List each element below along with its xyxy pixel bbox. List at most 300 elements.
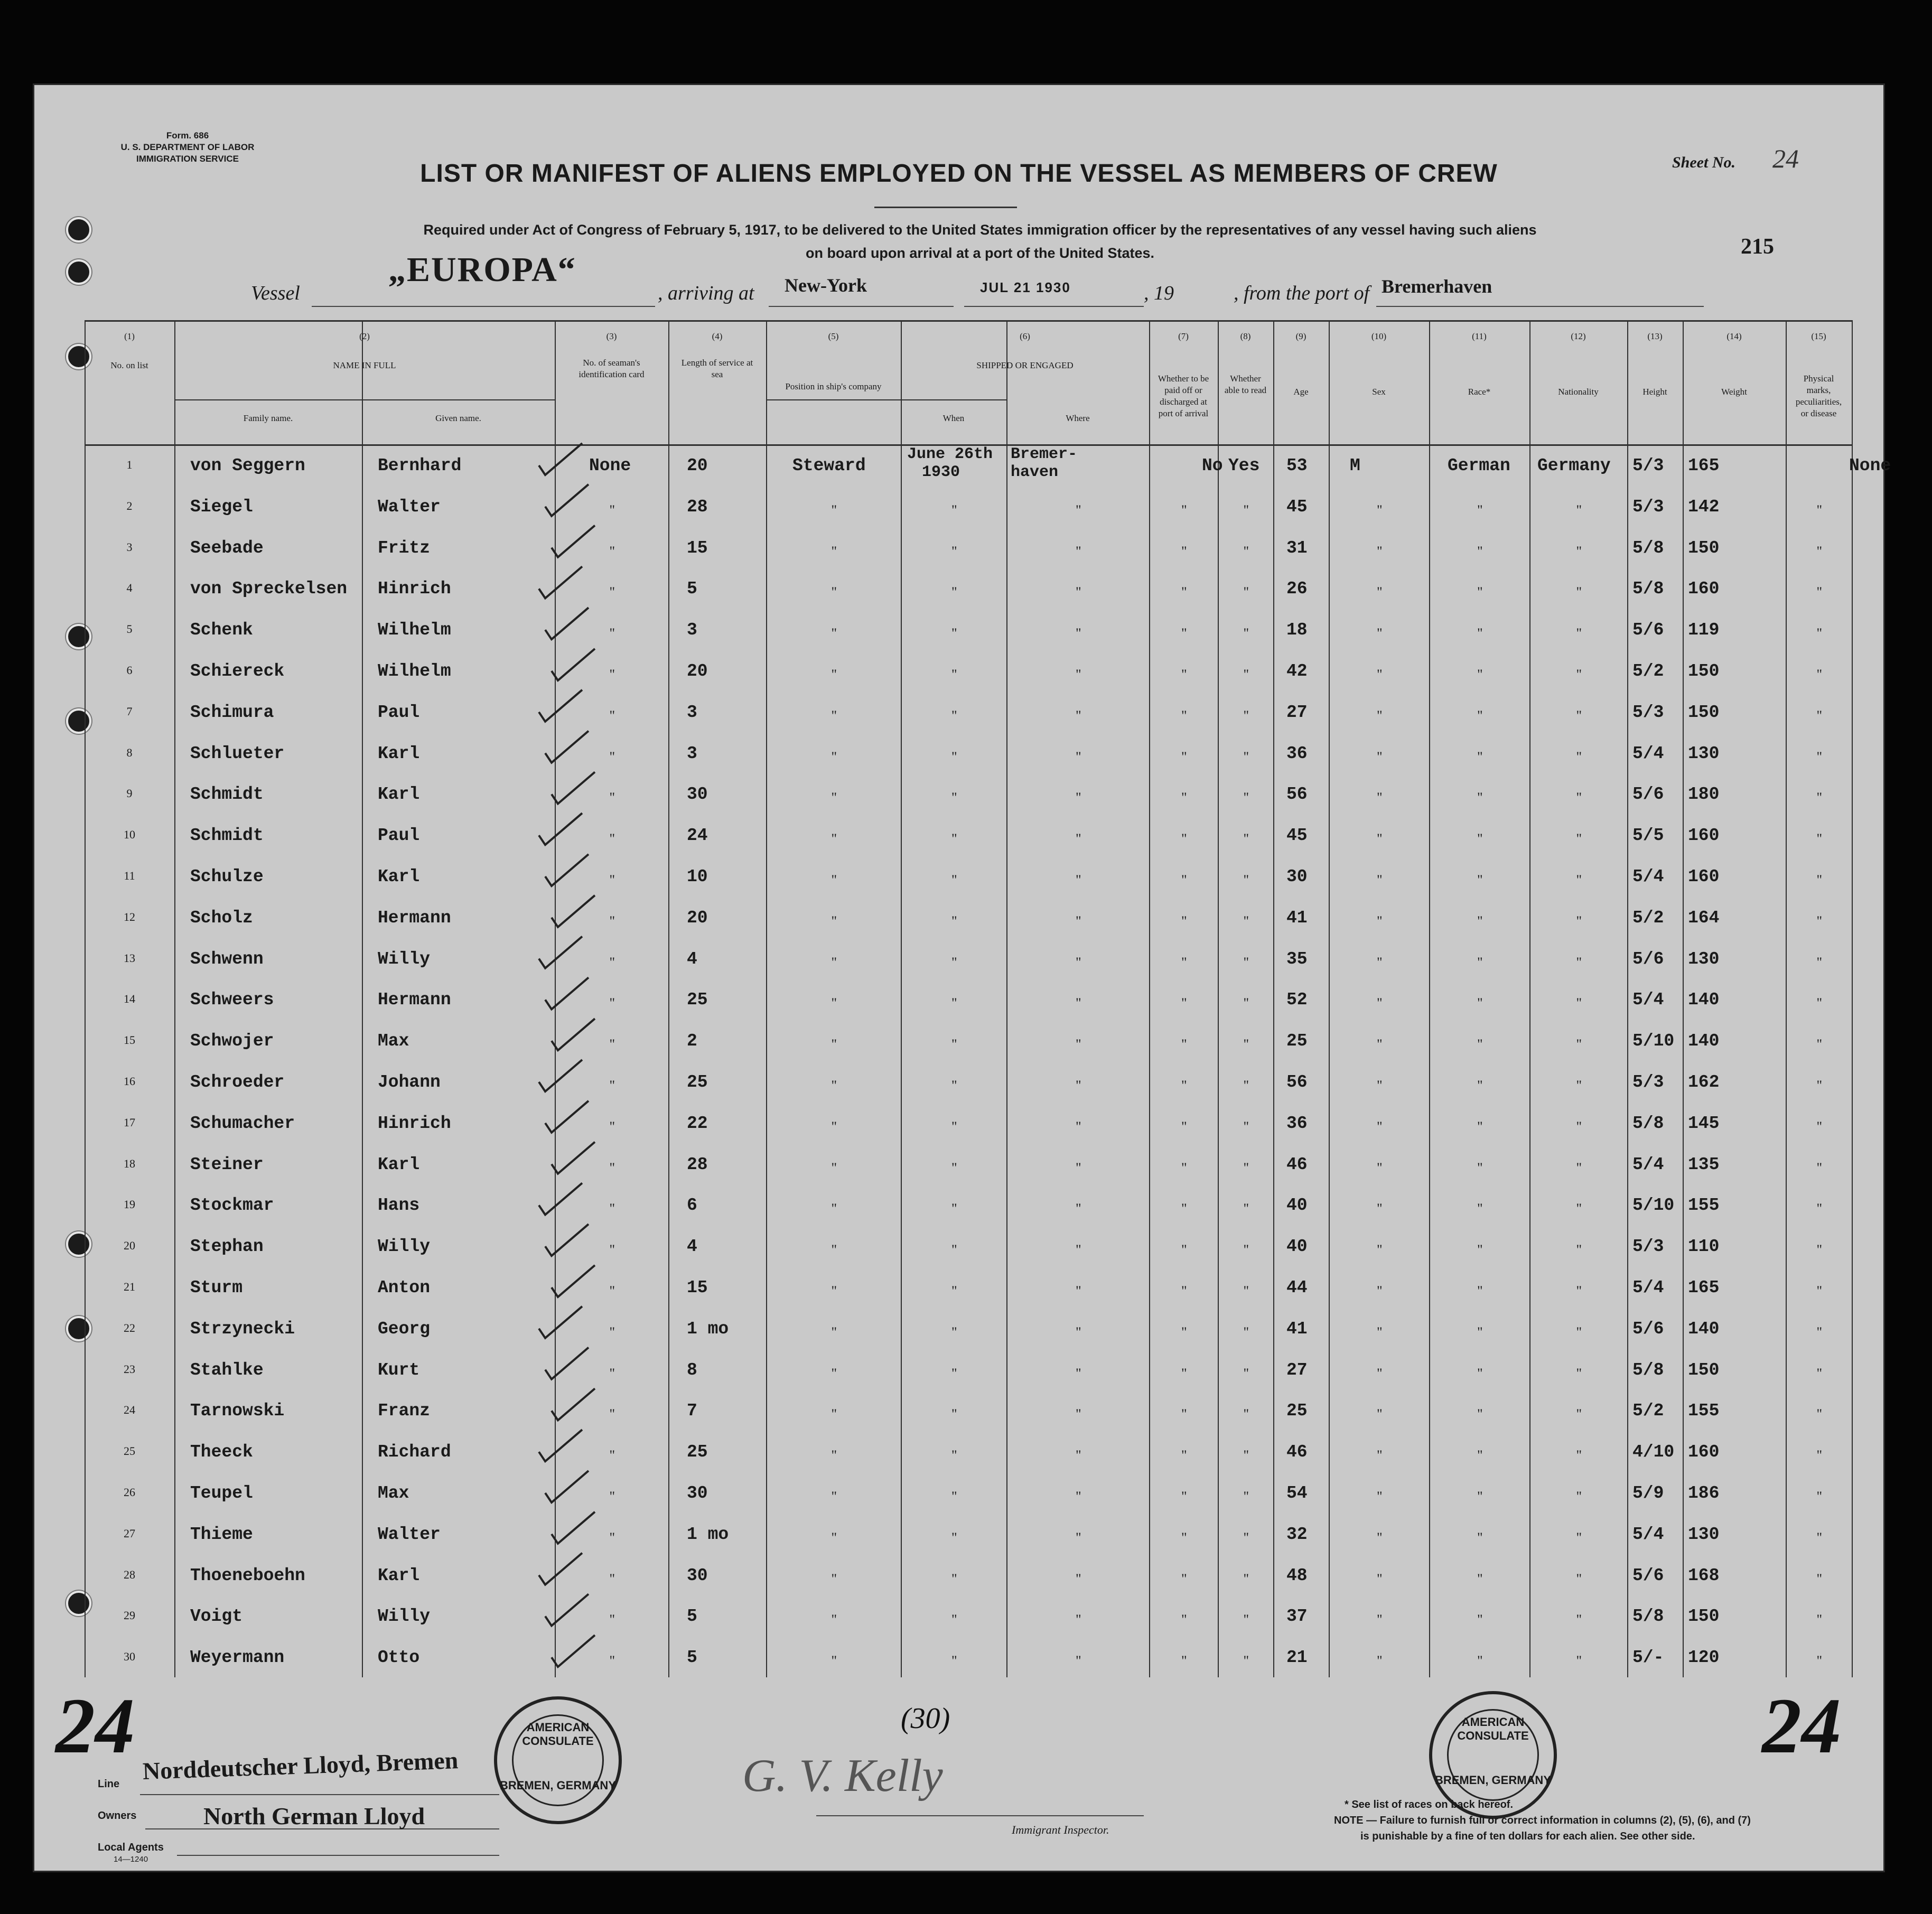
ditto-mark: " [1477, 1324, 1483, 1340]
ditto-mark: " [1243, 749, 1249, 764]
weight: 155 [1688, 1401, 1720, 1421]
ditto-mark: " [1816, 1406, 1823, 1422]
age: 48 [1286, 1565, 1308, 1585]
column-number: (11) [1472, 331, 1487, 341]
column-number: (5) [828, 331, 839, 341]
given-name: Wilhelm [378, 620, 451, 640]
ditto-mark: " [1243, 790, 1249, 806]
length-of-service: 24 [687, 826, 708, 846]
age: 25 [1286, 1401, 1308, 1421]
family-name: Stockmar [190, 1196, 274, 1216]
ditto-mark: " [1576, 1283, 1582, 1299]
length-of-service: 5 [687, 1648, 697, 1668]
ditto-mark: " [951, 1489, 957, 1504]
ditto-mark: " [1576, 913, 1582, 929]
ditto-mark: " [1181, 790, 1187, 806]
handwritten-count-left: 24 [55, 1682, 135, 1770]
row-number: 24 [124, 1403, 135, 1417]
length-of-service: 4 [687, 1237, 697, 1257]
ditto-mark: " [951, 707, 957, 723]
height: 5/3 [1632, 702, 1664, 722]
ditto-mark: " [951, 1365, 957, 1381]
row-number: 28 [124, 1567, 135, 1581]
header-sex: Sex [1372, 387, 1386, 397]
row-number: 5 [126, 622, 133, 636]
height: 5/10 [1632, 1196, 1675, 1216]
ditto-mark: " [1181, 913, 1187, 929]
age: 52 [1286, 990, 1308, 1010]
length-of-service: 1 mo [687, 1319, 729, 1339]
check-mark [539, 813, 582, 845]
ditto-mark: " [951, 790, 957, 806]
given-name: Paul [378, 826, 420, 846]
agents-underline [177, 1855, 499, 1856]
ditto-mark: " [1243, 1078, 1249, 1093]
ditto-mark: " [1477, 502, 1483, 518]
weight: 150 [1688, 661, 1720, 681]
ditto-mark: " [831, 1160, 837, 1175]
department-name: U. S. DEPARTMENT OF LABOR [120, 142, 255, 152]
height: 4/10 [1632, 1442, 1675, 1462]
ditto-mark: " [1076, 954, 1081, 970]
ditto-mark: " [951, 1653, 957, 1669]
check-mark [552, 1265, 595, 1297]
check-mark [545, 1471, 589, 1502]
ditto-mark: " [609, 1612, 615, 1628]
ditto-mark: " [1377, 954, 1383, 970]
ditto-mark: " [1576, 831, 1582, 847]
weight: 130 [1688, 743, 1720, 763]
given-name: Hans [378, 1196, 420, 1216]
check-mark [552, 649, 595, 680]
ditto-mark: " [1576, 1324, 1582, 1340]
arrival-port: New-York [785, 275, 867, 296]
ditto-mark: " [1576, 1653, 1582, 1669]
ditto-mark: " [1816, 1653, 1823, 1669]
check-marks [34, 85, 1883, 1871]
age: 45 [1286, 497, 1308, 517]
check-mark [539, 1553, 582, 1585]
check-mark [552, 772, 595, 804]
length-of-service: 10 [687, 867, 708, 886]
age: 37 [1286, 1607, 1308, 1627]
ditto-mark: " [1816, 1037, 1823, 1052]
ditto-mark: " [1477, 872, 1483, 888]
ditto-mark: " [1181, 1324, 1187, 1340]
check-mark [552, 1388, 595, 1420]
ditto-mark: " [1243, 625, 1249, 641]
height: 5/5 [1632, 826, 1664, 846]
check-mark [552, 1142, 595, 1174]
ditto-mark: " [609, 584, 615, 600]
ditto-mark: " [1181, 954, 1187, 970]
header-age: Age [1293, 387, 1309, 397]
ditto-mark: " [1576, 1612, 1582, 1628]
given-name: Karl [378, 785, 420, 805]
height: 5/4 [1632, 1154, 1664, 1174]
ditto-mark: " [1576, 1037, 1582, 1052]
weight: 140 [1688, 1031, 1720, 1051]
ditto-mark: " [1816, 1118, 1823, 1134]
header-family-name: Family name. [243, 413, 293, 423]
ditto-mark: " [1243, 667, 1249, 682]
ditto-mark: " [1181, 995, 1187, 1011]
given-name: Max [378, 1031, 409, 1051]
column-number: (4) [712, 331, 723, 341]
ditto-mark: " [1816, 502, 1823, 518]
ditto-mark: " [1076, 995, 1081, 1011]
age: 53 [1286, 456, 1308, 475]
line-label: Line [98, 1778, 120, 1790]
check-mark [545, 731, 589, 763]
height: 5/6 [1632, 1319, 1664, 1339]
ditto-mark: " [1377, 749, 1383, 764]
height: 5/8 [1632, 1360, 1664, 1380]
ditto-mark: " [1576, 1118, 1582, 1134]
height: 5/3 [1632, 497, 1664, 517]
family-name: Theeck [190, 1442, 253, 1462]
ditto-mark: " [1243, 831, 1249, 847]
row-number: 8 [126, 745, 133, 759]
weight: 150 [1688, 702, 1720, 722]
ditto-mark: " [1477, 625, 1483, 641]
age: 40 [1286, 1196, 1308, 1216]
check-mark [539, 566, 582, 598]
header-shipped: SHIPPED OR ENGAGED [976, 360, 1074, 370]
length-of-service: 30 [687, 785, 708, 805]
ditto-mark: " [1576, 872, 1582, 888]
document-title: LIST OR MANIFEST OF ALIENS EMPLOYED ON THE VESSEL AS MEMBERS OF CREW [420, 160, 1498, 188]
length-of-service: 25 [687, 1442, 708, 1462]
ditto-mark: " [1076, 1037, 1081, 1052]
check-mark [552, 1512, 595, 1544]
ditto-mark: " [1816, 667, 1823, 682]
check-mark [545, 977, 589, 1009]
ditto-mark: " [1181, 1448, 1187, 1463]
physical-value: None [1849, 456, 1891, 475]
ditto-mark: " [1243, 954, 1249, 970]
ditto-mark: " [609, 1118, 615, 1134]
ditto-mark: " [609, 913, 615, 929]
ditto-mark: " [1377, 1242, 1383, 1258]
ditto-mark: " [1243, 1242, 1249, 1258]
ditto-mark: " [609, 1489, 615, 1504]
family-name: Schlueter [190, 743, 285, 763]
ditto-mark: " [609, 1242, 615, 1258]
vessel-label: Vessel [251, 282, 300, 304]
ditto-mark: " [1076, 625, 1081, 641]
ditto-mark: " [609, 1201, 615, 1217]
seal-text-top: AMERICAN CONSULATE [1457, 1715, 1529, 1742]
height: 5/8 [1632, 538, 1664, 558]
ditto-mark: " [1576, 1242, 1582, 1258]
ditto-mark: " [1181, 1365, 1187, 1381]
ditto-mark: " [1576, 1529, 1582, 1545]
ditto-mark: " [1816, 872, 1823, 888]
weight: 142 [1688, 497, 1720, 517]
height: 5/4 [1632, 867, 1664, 886]
ditto-mark: " [1816, 1242, 1823, 1258]
ditto-mark: " [1377, 1612, 1383, 1628]
ditto-mark: " [1816, 543, 1823, 559]
ditto-mark: " [1816, 707, 1823, 723]
weight: 119 [1688, 620, 1720, 640]
ditto-mark: " [1377, 1118, 1383, 1134]
row-number: 11 [124, 869, 135, 882]
length-of-service: 25 [687, 990, 708, 1010]
ditto-mark: " [1076, 1201, 1081, 1217]
ditto-mark: " [1477, 1242, 1483, 1258]
ditto-mark: " [609, 1653, 615, 1669]
ditto-mark: " [609, 995, 615, 1011]
height: 5/8 [1632, 1113, 1664, 1133]
column-number: (1) [124, 331, 135, 341]
family-name: von Seggern [190, 456, 305, 475]
ditto-mark: " [1477, 707, 1483, 723]
ditto-mark: " [1076, 790, 1081, 806]
age: 31 [1286, 538, 1308, 558]
ditto-mark: " [831, 1037, 837, 1052]
ditto-mark: " [1816, 1160, 1823, 1175]
ditto-mark: " [1576, 584, 1582, 600]
ditto-mark: " [1377, 1529, 1383, 1545]
ditto-mark: " [609, 667, 615, 682]
consulate-seal-left [494, 1696, 622, 1824]
age: 32 [1286, 1524, 1308, 1544]
ditto-mark: " [951, 543, 957, 559]
ditto-mark: " [951, 1406, 957, 1422]
given-name: Walter [378, 1524, 441, 1544]
ditto-mark: " [1477, 831, 1483, 847]
given-name: Karl [378, 1565, 420, 1585]
ditto-mark: " [1181, 831, 1187, 847]
header-physical: Physical marks, peculiarities, or disease [1795, 374, 1842, 418]
given-name: Johann [378, 1072, 441, 1092]
ditto-mark: " [1243, 1118, 1249, 1134]
column-number: (3) [606, 331, 617, 341]
given-name: Anton [378, 1278, 431, 1297]
from-port: Bremerhaven [1382, 276, 1492, 297]
family-name: Teupel [190, 1483, 253, 1503]
ditto-mark: " [831, 749, 837, 764]
header-race: Race* [1468, 387, 1491, 397]
height: 5/3 [1632, 456, 1664, 475]
ditto-mark: " [1181, 1653, 1187, 1669]
ditto-mark: " [1243, 1283, 1249, 1299]
family-name: Schweers [190, 990, 274, 1010]
ditto-mark: " [1076, 707, 1081, 723]
age: 40 [1286, 1237, 1308, 1257]
row-number: 3 [126, 540, 133, 554]
length-of-service: 2 [687, 1031, 697, 1051]
when-value: 1930 [922, 463, 960, 481]
height: 5/6 [1632, 620, 1664, 640]
weight: 164 [1688, 908, 1720, 928]
ditto-mark: " [951, 1283, 957, 1299]
age: 27 [1286, 1360, 1308, 1380]
ditto-mark: " [1181, 1037, 1187, 1052]
ditto-mark: " [1377, 995, 1383, 1011]
where-value: Bremer- [1011, 445, 1078, 463]
age: 56 [1286, 785, 1308, 805]
ditto-mark: " [1181, 1612, 1187, 1628]
ditto-mark: " [1377, 1448, 1383, 1463]
header-when: When [942, 413, 965, 423]
ditto-mark: " [1076, 1078, 1081, 1093]
column-number: (2) [359, 331, 370, 341]
ditto-mark: " [1816, 1448, 1823, 1463]
ditto-mark: " [1243, 707, 1249, 723]
ditto-mark: " [1816, 1571, 1823, 1586]
age: 21 [1286, 1648, 1308, 1668]
ditto-mark: " [951, 1571, 957, 1586]
ditto-mark: " [951, 667, 957, 682]
ditto-mark: " [1243, 1201, 1249, 1217]
row-number: 22 [124, 1321, 135, 1334]
ditto-mark: " [1181, 1529, 1187, 1545]
row-number: 16 [124, 1075, 135, 1088]
row-number: 14 [124, 992, 135, 1006]
header-where: Where [1066, 413, 1090, 423]
ditto-mark: " [951, 1529, 957, 1545]
length-of-service: 5 [687, 579, 697, 599]
ditto-mark: " [951, 584, 957, 600]
check-mark [539, 937, 582, 968]
ditto-mark: " [1576, 790, 1582, 806]
ditto-mark: " [1477, 1529, 1483, 1545]
ditto-mark: " [1076, 1242, 1081, 1258]
ditto-mark: " [1243, 1529, 1249, 1545]
ditto-mark: " [1377, 667, 1383, 682]
position-value: Steward [792, 456, 866, 475]
ditto-mark: " [831, 502, 837, 518]
column-number: (10) [1371, 331, 1387, 341]
given-name: Wilhelm [378, 661, 451, 681]
ditto-mark: " [1377, 1201, 1383, 1217]
check-mark [545, 1594, 589, 1626]
ditto-mark: " [1576, 1201, 1582, 1217]
length-of-service: 7 [687, 1401, 697, 1421]
sheet-number-value: 24 [1772, 144, 1799, 173]
ditto-mark: " [609, 625, 615, 641]
ditto-mark: " [1477, 954, 1483, 970]
given-name: Paul [378, 702, 420, 722]
check-mark [552, 526, 595, 557]
ditto-mark: " [951, 995, 957, 1011]
check-mark [539, 1306, 582, 1338]
header-able-read: Whether able to read [1224, 374, 1267, 395]
ditto-mark: " [1816, 584, 1823, 600]
weight: 165 [1688, 1278, 1720, 1297]
given-name: Hinrich [378, 579, 451, 599]
ditto-mark: " [1576, 707, 1582, 723]
ditto-mark: " [1181, 584, 1187, 600]
ditto-mark: " [1181, 1571, 1187, 1586]
ditto-mark: " [951, 913, 957, 929]
row-number: 27 [124, 1526, 135, 1540]
ditto-mark: " [831, 625, 837, 641]
ditto-mark: " [609, 1283, 615, 1299]
row-number: 29 [124, 1609, 135, 1622]
ditto-mark: " [1181, 625, 1187, 641]
subtitle-line-1: Required under Act of Congress of February 5, 1917, to be delivered to the United States immigration officer by the representatives of any vessel having such aliens [423, 222, 1537, 238]
ditto-mark: " [1377, 1324, 1383, 1340]
family-name: Seebade [190, 538, 264, 558]
weight: 160 [1688, 1442, 1720, 1462]
weight: 160 [1688, 867, 1720, 886]
height: 5/8 [1632, 579, 1664, 599]
ditto-mark: " [1243, 502, 1249, 518]
header-nationality: Nationality [1558, 387, 1599, 397]
family-name: Voigt [190, 1607, 243, 1627]
ditto-mark: " [1477, 1653, 1483, 1669]
ditto-mark: " [1076, 1365, 1081, 1381]
ditto-mark: " [831, 913, 837, 929]
ditto-mark: " [1076, 749, 1081, 764]
sex-value: M [1350, 456, 1360, 475]
ditto-mark: " [1377, 1283, 1383, 1299]
ditto-mark: " [1477, 995, 1483, 1011]
ditto-mark: " [609, 954, 615, 970]
ditto-mark: " [1576, 502, 1582, 518]
ditto-mark: " [951, 1612, 957, 1628]
ditto-mark: " [1377, 502, 1383, 518]
ditto-mark: " [1477, 1612, 1483, 1628]
ditto-mark: " [1076, 872, 1081, 888]
check-mark [539, 1430, 582, 1461]
ditto-mark: " [831, 1529, 837, 1545]
ditto-mark: " [1243, 1571, 1249, 1586]
ditto-mark: " [951, 1118, 957, 1134]
given-name: Otto [378, 1648, 420, 1668]
ditto-mark: " [1477, 1160, 1483, 1175]
ditto-mark: " [1076, 1160, 1081, 1175]
age: 54 [1286, 1483, 1308, 1503]
ditto-mark: " [951, 1078, 957, 1093]
length-of-service: 6 [687, 1196, 697, 1216]
row-number: 19 [124, 1198, 135, 1211]
ditto-mark: " [1816, 913, 1823, 929]
ditto-mark: " [1816, 790, 1823, 806]
height: 5/4 [1632, 743, 1664, 763]
age: 41 [1286, 1319, 1308, 1339]
handwritten-count-right: 24 [1762, 1682, 1841, 1770]
nationality-value: Germany [1537, 456, 1611, 475]
age: 36 [1286, 1113, 1308, 1133]
ditto-mark: " [1816, 831, 1823, 847]
ditto-mark: " [1377, 543, 1383, 559]
given-name: Hermann [378, 908, 451, 928]
length-of-service: 5 [687, 1607, 697, 1627]
ditto-mark: " [831, 584, 837, 600]
length-of-service: 30 [687, 1565, 708, 1585]
owners-label: Owners [98, 1810, 137, 1822]
header-position: Position in ship's company [785, 381, 882, 391]
ditto-mark: " [609, 872, 615, 888]
height: 5/2 [1632, 661, 1664, 681]
ditto-mark: " [1816, 1489, 1823, 1504]
family-name: Tarnowski [190, 1401, 285, 1421]
height: 5/4 [1632, 1524, 1664, 1544]
length-of-service: 30 [687, 1483, 708, 1503]
check-mark [552, 895, 595, 927]
age: 35 [1286, 949, 1308, 969]
ditto-mark: " [1477, 1037, 1483, 1052]
arriving-label: , arriving at [658, 282, 754, 304]
ditto-mark: " [1477, 1489, 1483, 1504]
length-of-service: 1 mo [687, 1524, 729, 1544]
inspector-signature: G. V. Kelly [742, 1750, 943, 1801]
